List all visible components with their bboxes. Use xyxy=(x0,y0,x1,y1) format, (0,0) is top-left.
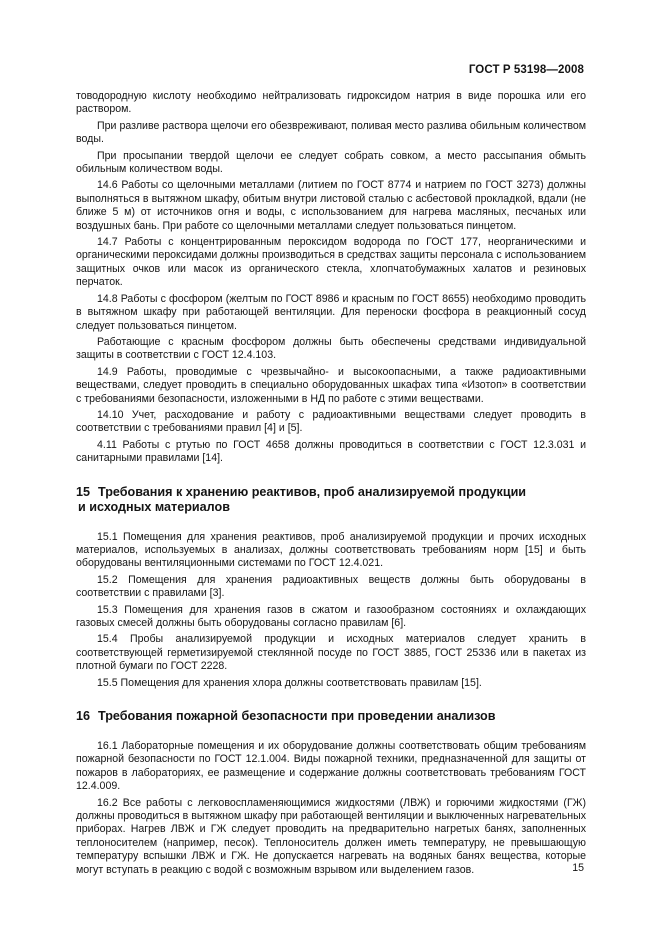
paragraph-14-8: 14.8 Работы с фосфором (желтым по ГОСТ 8986 и красным по ГОСТ 8655) необходимо проводить в вытяжном шкафу при работающей вентиляции. Для переноски фосфора в реакционный сосуд следует пользоваться пинцетом. xyxy=(76,292,586,332)
section-15-title-line1: Требования к хранению реактивов, проб анализируемой продукции xyxy=(98,484,527,499)
body-text xyxy=(76,90,586,880)
paragraph-15-1: 15.1 Помещения для хранения реактивов, проб анализируемой продукции и прочих исходных материалов, используемых в анализах, должны соответствовать требованиям норм [15] и быть оборудованы вентиляционными системами по ГОСТ 12.4.021. xyxy=(76,530,586,570)
paragraph-15-5: 15.5 Помещения для хранения хлора должны соответствовать правилам [15]. xyxy=(97,676,482,689)
paragraph-16-2: 16.2 Все работы с легковоспламеняющимися жидкостями (ЛВЖ) и горючими жидкостями (ГЖ) должны проводиться в вытяжном шкафу при работающей вентиляции и выключенных нагревательных приборах. Нагрев ЛВЖ и ГЖ следует проводить на предварительно нагретых банях, заполненных теплоносителем (например, песок). Теплоноситель должен иметь температуру, не превышающую температуру вспышки ЛВЖ и ГЖ. Не допускается нагревать на водяных банях вещества, которые могут вступать в реакцию с водой с возможным взрывом или выделением газов. xyxy=(76,796,586,876)
paragraph-14-9: 14.9 Работы, проводимые с чрезвычайно- и высокоопасными, а также радиоактивными веществами, следует проводить в специально оборудованных шкафах типа «Изотоп» в соответствии с требованиями безопасности, изложенными в НД по работе с этими веществами. xyxy=(76,365,586,405)
paragraph-14-7: 14.7 Работы с концентрированным пероксидом водорода по ГОСТ 177, неорганическими и органическими пероксидами должны производиться в средствах защиты персонала с использованием защитных очков или масок из органического стекла, хлопчатобумажных халатов и резиновых перчаток. xyxy=(76,236,586,289)
section-15-title-line2: и исходных материалов xyxy=(78,499,230,514)
paragraph-4-11: 4.11 Работы с ртутью по ГОСТ 4658 должны проводиться в соответствии с ГОСТ 12.3.031 и санитарными правилами [14]. xyxy=(76,438,586,465)
section-16-heading xyxy=(76,709,586,724)
section-15-number: 15 xyxy=(76,484,91,499)
paragraph: При разливе раствора щелочи его обезвреживают, поливая место разлива обильным количеством воды. xyxy=(76,119,586,146)
page-number: 15 xyxy=(572,862,584,874)
section-16-title: Требования пожарной безопасности при проведении анализов xyxy=(98,709,496,724)
paragraph-15-4: 15.4 Пробы анализируемой продукции и исходных материалов следует хранить в соответствующей герметизируемой стеклянной посуде по ГОСТ 3885, ГОСТ 25336 или в пакетах из плотной бумаги по ГОСТ 2228. xyxy=(76,633,586,673)
paragraph-16-1: 16.1 Лабораторные помещения и их оборудование должны соответствовать общим требованиям пожарной безопасности по ГОСТ 12.1.004. Виды пожарной техники, предназначенной для защиты от пожаров в лабораториях, ее размещение и содержание должны соответствовать требованиям ГОСТ 12.4.009. xyxy=(76,740,586,793)
paragraph: При просыпании твердой щелочи ее следует собрать совком, а место рассыпания обмыть обильным количеством воды. xyxy=(76,149,586,176)
section-15-heading xyxy=(76,485,586,515)
paragraph: Работающие с красным фосфором должны быть обеспечены средствами индивидуальной защиты в соответствии с ГОСТ 12.4.103. xyxy=(76,335,586,362)
paragraph-15-2: 15.2 Помещения для хранения радиоактивных веществ должны быть оборудованы в соответствии с правилами [3]. xyxy=(76,573,586,600)
standard-designation: ГОСТ Р 53198—2008 xyxy=(468,64,584,76)
paragraph-continuation: товодородную кислоту необходимо нейтрализовать гидроксидом натрия в виде порошка или его раствором. xyxy=(76,90,586,116)
paragraph-14-6: 14.6 Работы со щелочными металлами (литием по ГОСТ 8774 и натрием по ГОСТ 3273) должны выполняться в вытяжном шкафу, обитым внутри листовой сталью с асбестовой прокладкой, вдали (не ближе 5 м) от источников огня и воды, с использованием для нагрева масляных, песчаных или воздушных бань. При работе со щелочными металлами следует пользоваться пинцетом. xyxy=(76,179,586,232)
paragraph-15-3: 15.3 Помещения для хранения газов в сжатом и газообразном состояниях и охлаждающих газовых смесей должны быть оборудованы согласно правилам [6]. xyxy=(76,603,586,629)
paragraph-14-10: 14.10 Учет, расходование и работу с радиоактивными веществами следует проводить в соответствии с требованиями правил [4] и [5]. xyxy=(76,408,586,435)
section-16-number: 16 xyxy=(76,709,91,724)
